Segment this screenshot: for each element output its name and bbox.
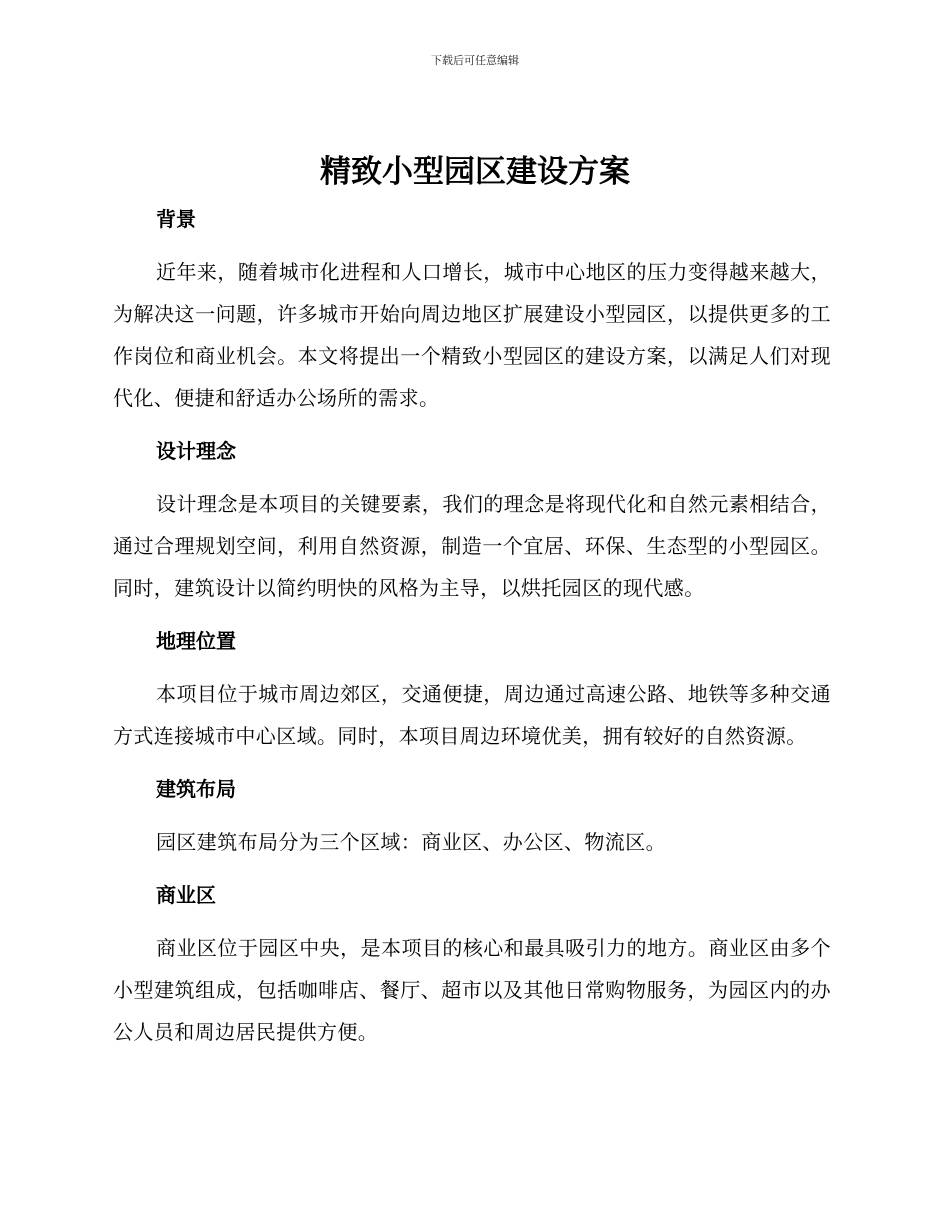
section-heading: 设计理念 [156, 439, 236, 463]
section-heading: 建筑布局 [156, 777, 236, 801]
section-paragraph: 园区建筑布局分为三个区域：商业区、办公区、物流区。 [156, 830, 666, 854]
section-paragraph: 商业区位于园区中央，是本项目的核心和最具吸引力的地方。商业区由多个小型建筑组成，包括咖啡店、餐厅、超市以及其他日常购物服务，为园区内的办公人员和周边居民提供方便。 [113, 936, 831, 1044]
section-location [113, 619, 831, 757]
header-note: 下载后可任意编辑 [431, 54, 519, 67]
section-paragraph: 设计理念是本项目的关键要素，我们的理念是将现代化和自然元素相结合，通过合理规划空间，利用自然资源，制造一个宜居、环保、生态型的小型园区。同时，建筑设计以简约明快的风格为主导，以烘托园区的现代感。 [113, 492, 831, 600]
section-paragraph: 近年来，随着城市化进程和人口增长，城市中心地区的压力变得越来越大，为解决这一问题，许多城市开始向周边地区扩展建设小型园区，以提供更多的工作岗位和商业机会。本文将提出一个精致小型园区的建设方案，以满足人们对现代化、便捷和舒适办公场所的需求。 [113, 260, 831, 410]
section-paragraph: 本项目位于城市周边郊区，交通便捷，周边通过高速公路、地铁等多种交通方式连接城市中心区域。同时，本项目周边环境优美，拥有较好的自然资源。 [113, 682, 831, 748]
section-building-layout [113, 767, 831, 863]
section-commercial-zone [113, 873, 831, 1053]
section-heading: 背景 [156, 207, 196, 231]
section-heading: 地理位置 [156, 629, 236, 653]
section-background [113, 197, 831, 419]
section-design-concept [113, 429, 831, 609]
document-title: 精致小型园区建设方案 [320, 154, 630, 190]
section-heading: 商业区 [156, 883, 216, 907]
document-body [113, 197, 831, 1063]
